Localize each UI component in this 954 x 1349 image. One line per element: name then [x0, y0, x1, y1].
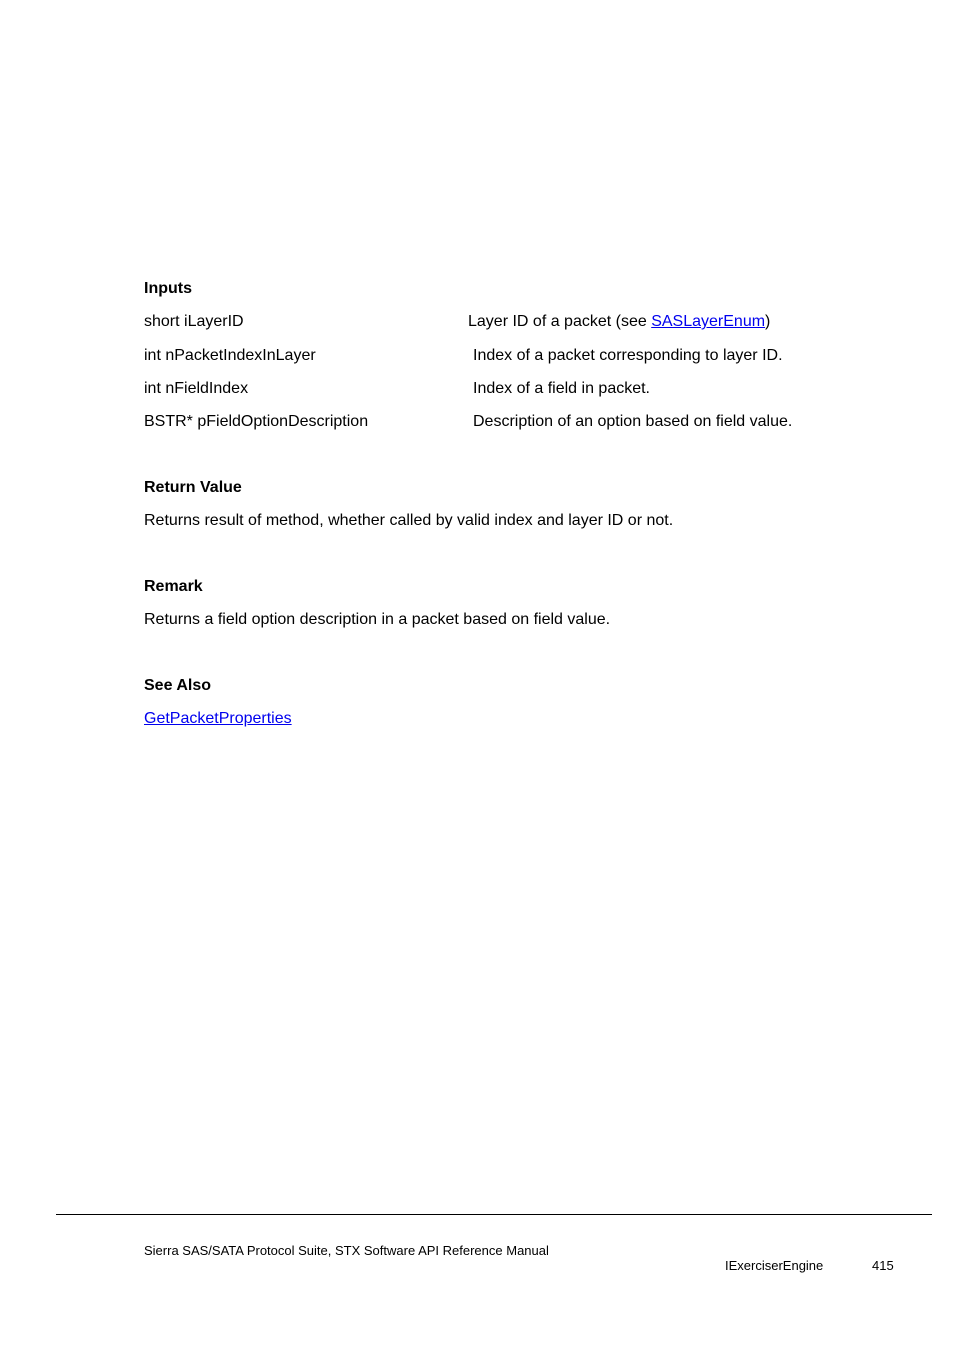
footer-manual-title: Sierra SAS/SATA Protocol Suite, STX Software API Reference Manual — [144, 1243, 549, 1258]
param-desc-nfieldindex: Index of a field in packet. — [473, 380, 650, 397]
param-desc-prefix: Layer ID of a packet (see — [468, 313, 652, 330]
inputs-heading: Inputs — [144, 280, 192, 297]
see-also-heading: See Also — [144, 677, 211, 694]
return-value-heading: Return Value — [144, 479, 242, 496]
param-name-ilayerid: short iLayerID — [144, 313, 244, 330]
footer-divider — [56, 1214, 932, 1215]
saslayerenum-link[interactable]: SASLayerEnum — [651, 313, 766, 330]
param-name-npacketindexinlayer: int nPacketIndexInLayer — [144, 347, 316, 364]
param-desc-npacketindexinlayer: Index of a packet corresponding to layer ID. — [473, 347, 783, 364]
footer-section: IExerciserEngine — [725, 1258, 824, 1273]
getpacketproperties-link[interactable]: GetPacketProperties — [144, 710, 292, 727]
param-desc-ilayerid — [468, 312, 770, 332]
param-desc-pfieldoptiondescription: Description of an option based on field value. — [473, 413, 793, 430]
remark-text: Returns a field option description in a packet based on field value. — [144, 611, 611, 628]
remark-heading: Remark — [144, 578, 203, 595]
return-value-text: Returns result of method, whether called by valid index and layer ID or not. — [144, 512, 674, 529]
param-desc-suffix: ) — [765, 313, 771, 330]
footer-page-number: 415 — [872, 1258, 894, 1273]
param-name-nfieldindex: int nFieldIndex — [144, 380, 249, 397]
param-name-pfieldoptiondescription: BSTR* pFieldOptionDescription — [144, 413, 369, 430]
